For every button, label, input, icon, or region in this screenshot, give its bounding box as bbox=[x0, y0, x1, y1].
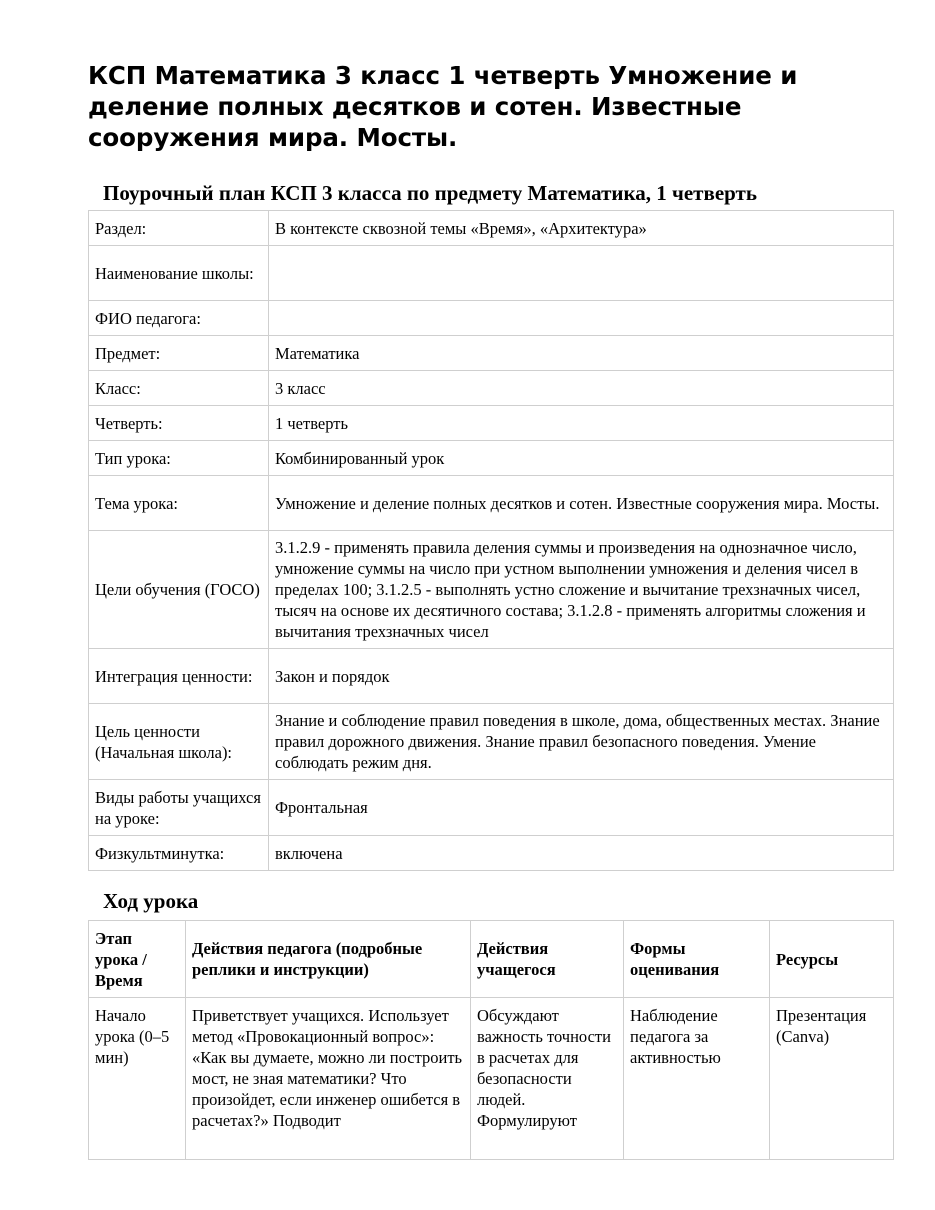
info-value: 3.1.2.9 - применять правила деления суммы и произведения на однозначное число, умножение суммы на число при устном выполнении умножения и деления чисел в пределах 100; 3.1.2.5 - выполнять устно сложение и вычитание трехзначных чисел, тысяч на основе их десятичного состава; 3.1.2.8 - применять алгоритмы сложения и вычитания трехзначных чисел bbox=[269, 531, 894, 649]
column-header-teacher-actions: Действия педагога (подробные реплики и инструкции) bbox=[186, 921, 471, 998]
info-label: Физкультминутка: bbox=[89, 836, 269, 871]
info-row-physical-break bbox=[89, 836, 894, 871]
info-row-subject bbox=[89, 336, 894, 371]
resources-cell: Презентация (Canva) bbox=[770, 998, 894, 1160]
info-row-lesson-topic bbox=[89, 476, 894, 531]
lesson-info-table bbox=[88, 210, 894, 871]
info-label: Цель ценности (Начальная школа): bbox=[89, 704, 269, 780]
info-row-teacher bbox=[89, 301, 894, 336]
lesson-flow-table bbox=[88, 920, 894, 1160]
student-actions-cell: Обсуждают важность точности в расчетах для безопасности людей. Формулируют bbox=[471, 998, 624, 1160]
column-header-resources: Ресурсы bbox=[770, 921, 894, 998]
info-value: включена bbox=[269, 836, 894, 871]
teacher-actions-cell: Приветствует учащихся. Использует метод «Провокационный вопрос»: «Как вы думаете, можно ли построить мост, не зная математики? Что произойдет, если инженер ошибется в расчетах?» Подводит bbox=[186, 998, 471, 1160]
info-row-learning-goals bbox=[89, 531, 894, 649]
info-label: Предмет: bbox=[89, 336, 269, 371]
table-row bbox=[89, 998, 894, 1160]
assessment-cell: Наблюдение педагога за активностью bbox=[624, 998, 770, 1160]
info-value: Умножение и деление полных десятков и сотен. Известные сооружения мира. Мосты. bbox=[269, 476, 894, 531]
info-value: Знание и соблюдение правил поведения в школе, дома, общественных местах. Знание правил дорожного движения. Знание правил безопасного поведения. Умение соблюдать режим дня. bbox=[269, 704, 894, 780]
info-row-school bbox=[89, 246, 894, 301]
info-value: Комбинированный урок bbox=[269, 441, 894, 476]
info-value: В контексте сквозной темы «Время», «Архитектура» bbox=[269, 211, 894, 246]
info-row-grade bbox=[89, 371, 894, 406]
column-header-stage: Этап урока / Время bbox=[89, 921, 186, 998]
info-value bbox=[269, 301, 894, 336]
info-label: ФИО педагога: bbox=[89, 301, 269, 336]
document-title: КСП Математика 3 класс 1 четверть Умножение и деление полных десятков и сотен. Известные сооружения мира. Мосты. bbox=[88, 61, 798, 152]
info-value: Математика bbox=[269, 336, 894, 371]
column-header-student-actions: Действия учащегося bbox=[471, 921, 624, 998]
info-label: Четверть: bbox=[89, 406, 269, 441]
column-header-assessment: Формы оценивания bbox=[624, 921, 770, 998]
info-row-quarter bbox=[89, 406, 894, 441]
info-row-value-integration bbox=[89, 649, 894, 704]
stage-cell: Начало урока (0–5 мин) bbox=[89, 998, 186, 1160]
info-label: Раздел: bbox=[89, 211, 269, 246]
info-label: Класс: bbox=[89, 371, 269, 406]
info-label: Тип урока: bbox=[89, 441, 269, 476]
info-label: Цели обучения (ГОСО) bbox=[89, 531, 269, 649]
info-row-lesson-type bbox=[89, 441, 894, 476]
lesson-flow-header-row bbox=[89, 921, 894, 998]
info-label: Наименование школы: bbox=[89, 246, 269, 301]
info-value: 1 четверть bbox=[269, 406, 894, 441]
info-row-value-goal bbox=[89, 704, 894, 780]
info-value bbox=[269, 246, 894, 301]
info-row-section bbox=[89, 211, 894, 246]
document-page bbox=[88, 60, 893, 1160]
info-label: Интеграция ценности: bbox=[89, 649, 269, 704]
info-value: Фронтальная bbox=[269, 780, 894, 836]
info-value: Закон и порядок bbox=[269, 649, 894, 704]
lesson-flow-heading: Ход урока bbox=[103, 889, 199, 913]
info-label: Тема урока: bbox=[89, 476, 269, 531]
info-row-work-types bbox=[89, 780, 894, 836]
info-value: 3 класс bbox=[269, 371, 894, 406]
plan-heading: Поурочный план КСП 3 класса по предмету Математика, 1 четверть bbox=[103, 181, 757, 205]
info-label: Виды работы учащихся на уроке: bbox=[89, 780, 269, 836]
